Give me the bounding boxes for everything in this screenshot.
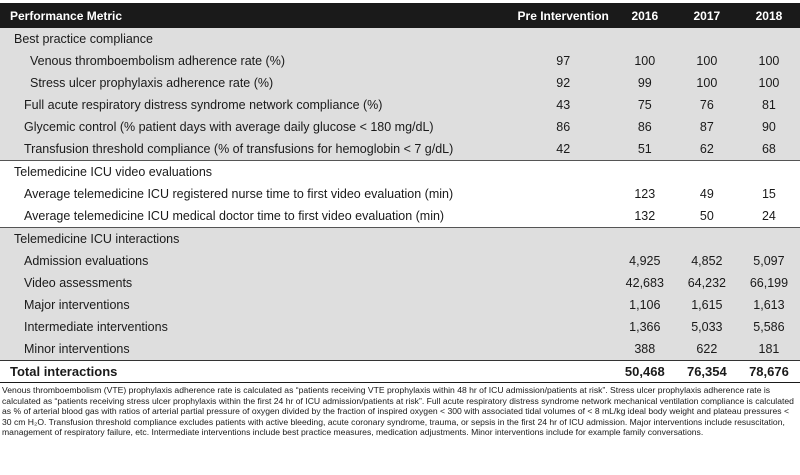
cell-2018: 100: [738, 72, 800, 94]
cell-2016: 388: [614, 338, 676, 361]
table-row: [0, 72, 800, 94]
cell-2016: 132: [614, 205, 676, 228]
cell-2016: 4,925: [614, 250, 676, 272]
section-title: Telemedicine ICU video evaluations: [0, 161, 800, 184]
section-row: [0, 28, 800, 50]
cell-2018: 68: [738, 138, 800, 161]
section-row: [0, 228, 800, 251]
row-metric: Stress ulcer prophylaxis adherence rate (%): [0, 72, 513, 94]
cell-pre: [513, 250, 614, 272]
section-row: [0, 161, 800, 184]
cell-2016: 100: [614, 50, 676, 72]
cell-pre: [513, 272, 614, 294]
cell-2017: 76: [676, 94, 738, 116]
total-pre: [513, 361, 614, 383]
row-metric: Glycemic control (% patient days with average daily glucose < 180 mg/dL): [0, 116, 513, 138]
cell-pre-empty: [513, 183, 614, 205]
table-row: [0, 316, 800, 338]
cell-2017: 100: [676, 50, 738, 72]
cell-2016: 86: [614, 116, 676, 138]
row-metric: Admission evaluations: [0, 250, 513, 272]
cell-2018: 5,586: [738, 316, 800, 338]
total-row: [0, 361, 800, 383]
cell-2016: 99: [614, 72, 676, 94]
table-row: [0, 94, 800, 116]
header-metric: Performance Metric: [10, 8, 123, 23]
table-row: [0, 138, 800, 161]
table-row: [0, 294, 800, 316]
total-2018: 78,676: [738, 361, 800, 383]
cell-2017: 64,232: [676, 272, 738, 294]
total-label: Total interactions: [0, 361, 513, 383]
total-2017: 76,354: [676, 361, 738, 383]
header-2018: 2018: [755, 8, 783, 23]
cell-2018: 5,097: [738, 250, 800, 272]
cell-2017: 62: [676, 138, 738, 161]
cell-2018: 181: [738, 338, 800, 361]
cell-2017: 622: [676, 338, 738, 361]
cell-pre: [513, 316, 614, 338]
cell-2017: 5,033: [676, 316, 738, 338]
row-metric: Minor interventions: [0, 338, 513, 361]
cell-pre: 43: [513, 94, 614, 116]
cell-2017: 50: [676, 205, 738, 228]
cell-pre: 97: [513, 50, 614, 72]
header-2017: 2017: [693, 8, 721, 23]
footnote: [0, 383, 800, 438]
row-metric: Venous thromboembolism adherence rate (%): [0, 50, 513, 72]
table-row: [0, 338, 800, 361]
row-metric: Average telemedicine ICU medical doctor time to first video evaluation (min): [0, 205, 513, 228]
table-row: [0, 116, 800, 138]
table-row: [0, 272, 800, 294]
cell-2018: 1,613: [738, 294, 800, 316]
cell-2018: 15: [738, 183, 800, 205]
cell-2018: 100: [738, 50, 800, 72]
cell-pre: 42: [513, 138, 614, 161]
row-metric: Video assessments: [0, 272, 513, 294]
table-row: [0, 183, 800, 205]
cell-pre: [513, 338, 614, 361]
table-header: [0, 3, 800, 28]
cell-2016: 1,106: [614, 294, 676, 316]
cell-2018: 81: [738, 94, 800, 116]
row-metric: Intermediate interventions: [0, 316, 513, 338]
header-pre: Pre Intervention: [517, 8, 609, 23]
row-metric: Average telemedicine ICU registered nurse time to first video evaluation (min): [0, 183, 513, 205]
total-2016: 50,468: [614, 361, 676, 383]
footnote-text: Venous thromboembolism (VTE) prophylaxis adherence rate is calculated as “patients receiving VTE prophylaxis within 48 hr of ICU admission/patients at risk”. Stress ulcer prophylaxis adherence rate is calculated as “patients receiving stress ulcer prophylaxis within the first 24 hr of ICU admission/patients at risk”. Full acute respiratory distress syndrome network mechanical ventilation compliance is calculated as % of arterial blood gas with ratios of arterial partial pressure of oxygen divided by the fraction of inspired oxygen < 300 with associated tidal volumes of < 8 mL/kg ideal body weight and plateau pressures < 30 cm H₂O. Transfusion threshold compliance excludes patients with active bleeding, acute coronary syndrome, trauma, or sepsis in the first 24 hr of ICU admission. Major interventions include resuscitation, management of respiratory failure, etc. Intermediate interventions include best practice measures, medication adjustments. Minor interventions include for example family conversations.: [2, 385, 794, 438]
cell-pre: 86: [513, 116, 614, 138]
table-body: [0, 28, 800, 383]
cell-2016: 51: [614, 138, 676, 161]
cell-2018: 90: [738, 116, 800, 138]
header-2016: 2016: [631, 8, 659, 23]
cell-pre-empty: [513, 205, 614, 228]
table-row: [0, 205, 800, 228]
row-metric: Major interventions: [0, 294, 513, 316]
cell-2017: 87: [676, 116, 738, 138]
cell-pre: [513, 294, 614, 316]
table-row: [0, 50, 800, 72]
cell-2017: 49: [676, 183, 738, 205]
cell-2018: 24: [738, 205, 800, 228]
cell-2017: 4,852: [676, 250, 738, 272]
cell-2016: 42,683: [614, 272, 676, 294]
row-metric: Full acute respiratory distress syndrome network compliance (%): [0, 94, 513, 116]
row-metric: Transfusion threshold compliance (% of transfusions for hemoglobin < 7 g/dL): [0, 138, 513, 161]
table-row: [0, 250, 800, 272]
cell-2016: 75: [614, 94, 676, 116]
cell-2016: 123: [614, 183, 676, 205]
cell-pre: 92: [513, 72, 614, 94]
cell-2018: 66,199: [738, 272, 800, 294]
section-title: Telemedicine ICU interactions: [0, 228, 800, 251]
section-title: Best practice compliance: [0, 28, 800, 50]
cell-2017: 1,615: [676, 294, 738, 316]
performance-table: [0, 3, 800, 383]
cell-2016: 1,366: [614, 316, 676, 338]
cell-2017: 100: [676, 72, 738, 94]
